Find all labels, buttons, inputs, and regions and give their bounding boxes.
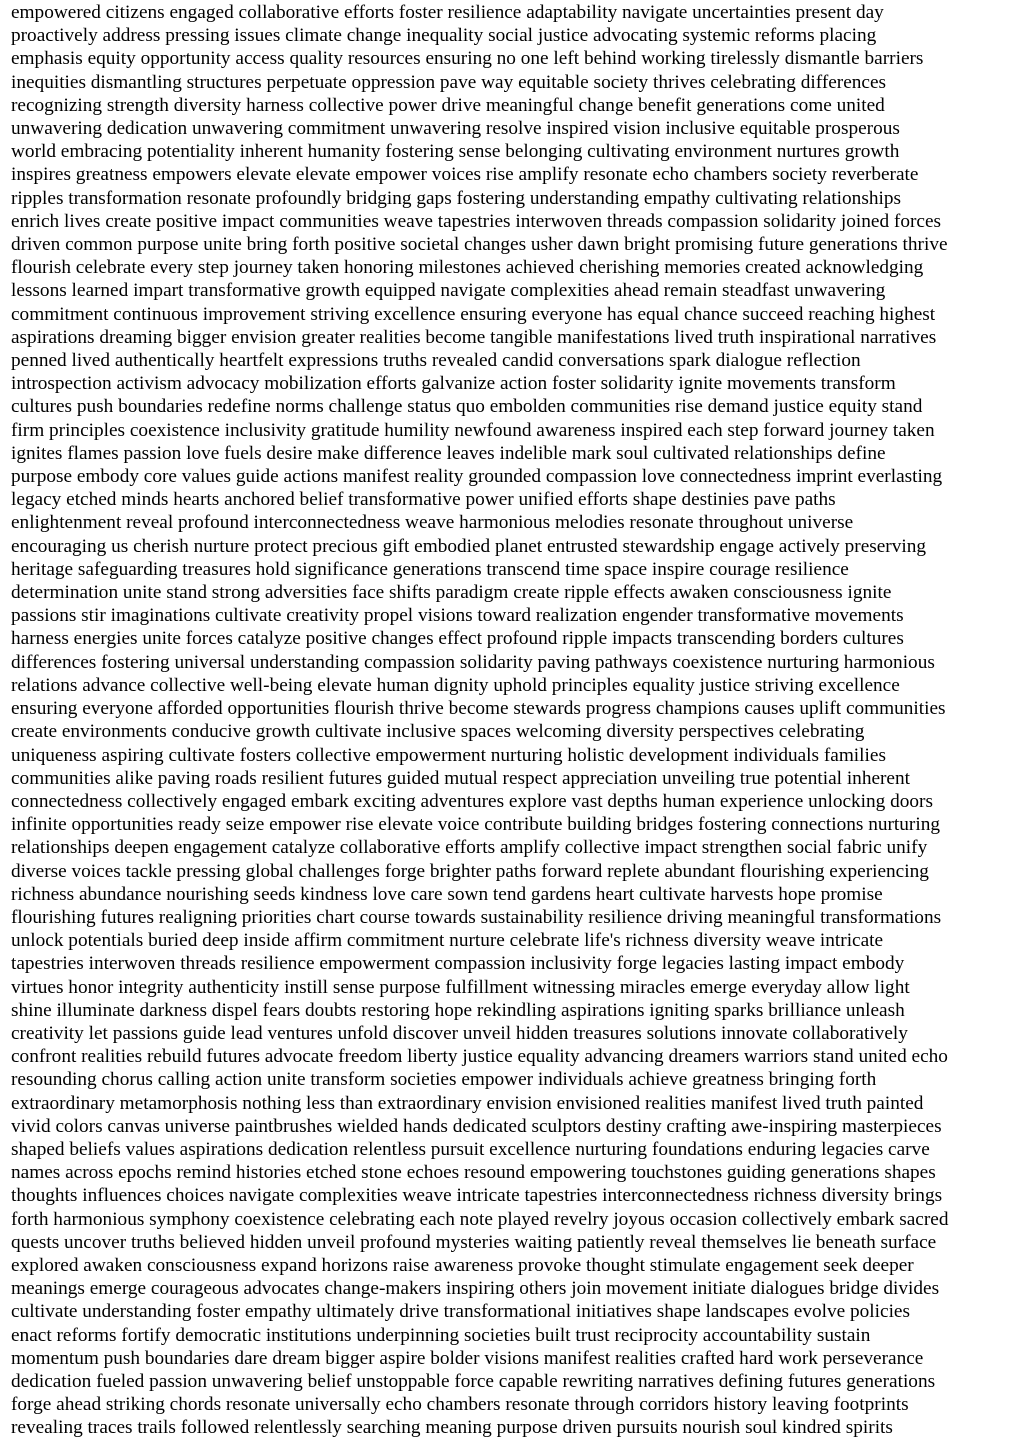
text-line: empowered citizens engaged collaborative efforts foster resilience adaptability navigate uncertainties present day — [11, 2, 884, 23]
text-line: lessons learned impart transformative growth equipped navigate complexities ahead remain steadfast unwavering — [11, 280, 886, 302]
text-line: meanings emerge courageous advocates change-makers inspiring others join movement initiate dialogues bridge divides — [11, 1278, 940, 1300]
text-line: inequities dismantling structures perpetuate oppression pave way equitable society thrives celebrating differences — [11, 71, 887, 93]
text-line: emphasis equity opportunity access quality resources ensuring no one left behind working tirelessly dismantle barriers — [11, 48, 924, 70]
text-line: quests uncover truths believed hidden unveil profound mysteries waiting patiently reveal themselves lie beneath surface — [11, 1231, 937, 1253]
text-line: harness energies unite forces catalyze positive changes effect profound ripple impacts transcending borders cultures — [11, 628, 904, 650]
text-line: tapestries interwoven threads resilience empowerment compassion inclusivity forge legacies lasting impact embody — [11, 953, 905, 975]
text-line: create environments conducive growth cultivate inclusive spaces welcoming diversity perspectives celebrating — [11, 721, 865, 743]
text-line: infinite opportunities ready seize empower rise elevate voice contribute building bridges fostering connections nurturing — [11, 814, 940, 836]
text-line: cultures push boundaries redefine norms challenge status quo embolden communities rise demand justice equity stand — [11, 396, 923, 418]
text-line: virtues honor integrity authenticity instill sense purpose fulfillment witnessing miracles emerge everyday allow light — [11, 976, 910, 998]
text-line: commitment continuous improvement striving excellence ensuring everyone has equal chance succeed reaching highest — [11, 303, 936, 325]
text-line: proactively address pressing issues climate change inequality social justice advocating systemic reforms placing — [11, 25, 877, 47]
text-line: explored awaken consciousness expand horizons raise awareness provoke thought stimulate engagement seek deeper — [11, 1254, 914, 1276]
text-line: aspirations dreaming bigger envision greater realities become tangible manifestations lived truth inspirational narratives — [11, 326, 937, 348]
text-line: enlightenment reveal profound interconnectedness weave harmonious melodies resonate throughout universe — [11, 512, 854, 534]
text-line: dedication fueled passion unwavering belief unstoppable force capable rewriting narratives defining futures generations — [11, 1370, 936, 1392]
text-line: world embracing potentiality inherent humanity fostering sense belonging cultivating environment nurtures growth — [11, 141, 900, 163]
text-line: communities alike paving roads resilient futures guided mutual respect appreciation unveiling true potential inherent — [11, 767, 910, 789]
text-line: relationships deepen engagement catalyze collaborative efforts amplify collective impact strengthen social fabric unify — [11, 837, 928, 859]
text-line: diverse voices tackle pressing global challenges forge brighter paths forward replete abundant flourishing experiencing — [11, 860, 929, 882]
text-line: momentum push boundaries dare dream bigger aspire bolder visions manifest realities crafted hard work perseverance — [11, 1347, 924, 1369]
text-line: relations advance collective well-being elevate human dignity uphold principles equality justice striving excellence — [11, 674, 900, 696]
text-line: recognizing strength diversity harness collective power drive meaningful change benefit generations come united — [11, 94, 885, 116]
text-line: firm principles coexistence inclusivity gratitude humility newfound awareness inspired each step forward journey taken — [11, 419, 935, 441]
text-line: connectedness collectively engaged embark exciting adventures explore vast depths human experience unlocking doors — [11, 790, 933, 812]
text-line: differences fostering universal understanding compassion solidarity paving pathways coexistence nurturing harmonious — [11, 651, 935, 673]
text-line: creativity let passions guide lead ventures unfold discover unveil hidden treasures solutions innovate collaboratively — [11, 1022, 908, 1044]
text-line: vivid colors canvas universe paintbrushes wielded hands dedicated sculptors destiny crafting awe-inspiring masterpieces — [11, 1115, 942, 1137]
text-line: forth harmonious symphony coexistence celebrating each note played revelry joyous occasion collectively embark sacred — [11, 1208, 949, 1230]
text-line: enact reforms fortify democratic institutions underpinning societies built trust reciprocity accountability sustain — [11, 1324, 871, 1346]
text-line: passions stir imaginations cultivate creativity propel visions toward realization engender transformative movements — [11, 605, 904, 627]
text-line: forge ahead striking chords resonate universally echo chambers resonate through corridors history leaving footprints — [11, 1394, 909, 1416]
text-line: introspection activism advocacy mobilization efforts galvanize action foster solidarity ignite movements transform — [11, 373, 896, 395]
text-line: unlock potentials buried deep inside affirm commitment nurture celebrate life's richness diversity weave intricate — [11, 930, 884, 952]
text-line: resounding chorus calling action unite transform societies empower individuals achieve greatness bringing forth — [11, 1069, 877, 1091]
text-line: heritage safeguarding treasures hold significance generations transcend time space inspire courage resilience — [11, 558, 849, 580]
text-line: purpose embody core values guide actions manifest reality grounded compassion love connectedness imprint everlasting — [11, 466, 943, 488]
text-line: driven common purpose unite bring forth positive societal changes usher dawn bright promising future generations thrive — [11, 234, 948, 256]
text-line: richness abundance nourishing seeds kindness love care sown tend gardens heart cultivate harvests hope promise — [11, 883, 883, 905]
text-line: ripples transformation resonate profoundly bridging gaps fostering understanding empathy cultivating relationships — [11, 187, 901, 209]
text-line: thoughts influences choices navigate complexities weave intricate tapestries interconnectedness richness diversity brings — [11, 1185, 943, 1207]
text-line: flourish celebrate every step journey taken honoring milestones achieved cherishing memories created acknowledging — [11, 257, 924, 279]
text-line: ignites flames passion love fuels desire make difference leaves indelible mark soul cultivated relationships define — [11, 442, 886, 464]
text-line: encouraging us cherish nurture protect precious gift embodied planet entrusted stewardship engage actively preserving — [11, 535, 927, 557]
text-line: legacy etched minds hearts anchored belief transformative power unified efforts shape destinies pave paths — [11, 489, 836, 511]
text-line: shine illuminate darkness dispel fears doubts restoring hope rekindling aspirations igniting sparks brilliance unleash — [11, 999, 905, 1021]
text-line: enrich lives create positive impact communities weave tapestries interwoven threads compassion solidarity joined forces — [11, 210, 942, 232]
text-line: determination unite stand strong adversities face shifts paradigm create ripple effects awaken consciousness ignite — [11, 582, 892, 604]
text-line: ensuring everyone afforded opportunities flourish thrive become stewards progress champions causes uplift communities — [11, 698, 946, 720]
text-line: cultivate understanding foster empathy ultimately drive transformational initiatives shape landscapes evolve policies — [11, 1301, 910, 1323]
text-line: uniqueness aspiring cultivate fosters collective empowerment nurturing holistic development individuals families — [11, 744, 886, 766]
text-line: inspires greatness empowers elevate elevate empower voices rise amplify resonate echo chambers society reverberate — [11, 164, 919, 186]
text-line: penned lived authentically heartfelt expressions truths revealed candid conversations spark dialogue reflection — [11, 350, 861, 372]
text-line: flourishing futures realigning priorities chart course towards sustainability resilience driving meaningful transformations — [11, 906, 942, 928]
text-line: shaped beliefs values aspirations dedication relentless pursuit excellence nurturing foundations enduring legacies carve — [11, 1138, 930, 1160]
text-line: confront realities rebuild futures advocate freedom liberty justice equality advancing dreamers warriors stand united echo — [11, 1046, 948, 1068]
text-line: extraordinary metamorphosis nothing less than extraordinary envision envisioned realities manifest lived truth painted — [11, 1092, 924, 1114]
text-line: unwavering dedication unwavering commitment unwavering resolve inspired vision inclusive equitable prosperous — [11, 118, 900, 140]
text-line: revealing traces trails followed relentlessly searching meaning purpose driven pursuits nourish soul kindred spirits — [11, 1417, 893, 1439]
text-line: names across epochs remind histories etched stone echoes resound empowering touchstones guiding generations shapes — [11, 1162, 936, 1184]
